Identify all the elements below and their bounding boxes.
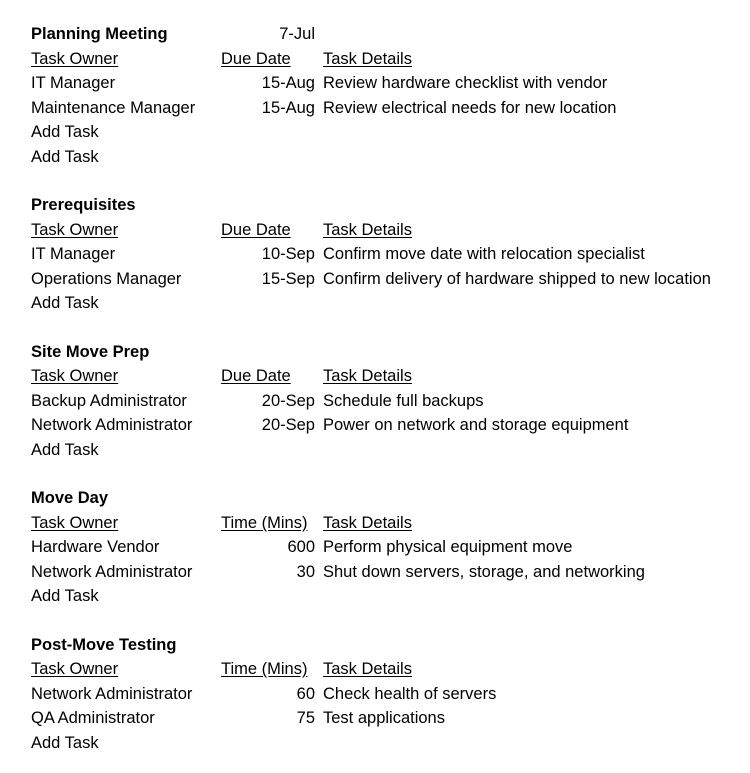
section-title: Move Day [31,489,109,507]
section-title-row [0,193,750,218]
task-owner-cell[interactable]: Network Administrator [31,684,193,703]
column-header-value: Time (Mins) [221,513,308,532]
task-owner-cell[interactable]: Network Administrator [31,562,193,581]
task-row[interactable] [0,96,750,121]
task-row[interactable] [0,413,750,438]
add-task-row[interactable] [0,120,750,145]
task-details-cell[interactable]: Check health of servers [323,684,497,703]
task-row[interactable] [0,267,750,292]
column-header-task-details: Task Details [323,49,412,68]
add-task-row[interactable] [0,145,750,170]
column-header-owner-cell [31,218,221,243]
task-section [0,486,750,609]
column-header-value-cell [221,657,315,682]
task-value-cell[interactable]: 15-Aug [261,74,315,92]
task-row[interactable] [0,706,750,731]
task-section [0,193,750,316]
column-header-task-details: Task Details [323,220,412,239]
add-task-label[interactable]: Add Task [31,587,99,605]
task-details-cell[interactable]: Review hardware checklist with vendor [323,74,608,92]
column-header-value: Time (Mins) [221,660,308,678]
section-title-date: 7-Jul [279,25,315,43]
section-title-row [0,22,750,47]
column-header-value-cell [221,47,315,72]
section-title-row [0,340,750,365]
column-header-value: Due Date [221,367,291,385]
task-value-cell[interactable]: 20-Sep [261,391,315,410]
column-header-details-cell [323,364,750,389]
task-value-cell[interactable]: 15-Aug [261,98,315,117]
task-owner-cell[interactable]: Operations Manager [31,269,182,288]
section-title-row [0,633,750,658]
add-task-label[interactable]: Add Task [31,733,99,752]
column-header-owner-cell [31,47,221,72]
task-owner-cell[interactable]: Backup Administrator [31,391,187,410]
column-header-details-cell [323,218,750,243]
column-header-row [0,47,750,72]
task-value-cell[interactable]: 20-Sep [261,416,315,434]
column-header-value-cell [221,511,315,536]
column-header-owner-cell [31,657,221,682]
task-row[interactable] [0,242,750,267]
task-details-cell[interactable]: Test applications [323,709,445,727]
task-details-cell[interactable]: Schedule full backups [323,391,484,410]
column-header-task-owner: Task Owner [31,513,119,532]
task-owner-cell[interactable]: IT Manager [31,74,116,92]
task-owner-cell[interactable]: Hardware Vendor [31,538,160,556]
column-header-task-details: Task Details [323,367,412,385]
task-details-cell[interactable]: Perform physical equipment move [323,538,573,556]
column-header-value: Due Date [221,49,291,68]
add-task-label[interactable]: Add Task [31,123,99,141]
column-header-task-owner: Task Owner [31,660,119,678]
task-details-cell[interactable]: Confirm move date with relocation specialist [323,245,645,263]
task-section [0,633,750,756]
task-section [0,22,750,169]
task-value-cell[interactable]: 30 [296,562,315,581]
column-header-task-owner: Task Owner [31,220,119,239]
task-owner-cell[interactable]: Network Administrator [31,416,193,434]
column-header-task-details: Task Details [323,513,412,532]
section-title-row [0,486,750,511]
add-task-row[interactable] [0,584,750,609]
task-row[interactable] [0,389,750,414]
section-title: Site Move Prep [31,342,150,361]
add-task-label[interactable]: Add Task [31,294,99,312]
task-row[interactable] [0,560,750,585]
column-header-row [0,364,750,389]
column-header-task-owner: Task Owner [31,367,119,385]
task-details-cell[interactable]: Shut down servers, storage, and networking [323,562,645,581]
add-task-row[interactable] [0,438,750,463]
add-task-label[interactable]: Add Task [31,147,99,166]
column-header-value-cell [221,364,315,389]
column-header-value: Due Date [221,220,291,239]
add-task-label[interactable]: Add Task [31,440,99,459]
column-header-details-cell [323,511,750,536]
section-title: Prerequisites [31,196,136,214]
column-header-row [0,511,750,536]
column-header-value-cell [221,218,315,243]
task-row[interactable] [0,682,750,707]
task-value-cell[interactable]: 600 [287,538,315,556]
task-owner-cell[interactable]: QA Administrator [31,709,155,727]
task-value-cell[interactable]: 10-Sep [261,245,315,263]
task-value-cell[interactable]: 75 [296,709,315,727]
task-details-cell[interactable]: Confirm delivery of hardware shipped to new location [323,269,711,288]
add-task-row[interactable] [0,291,750,316]
column-header-owner-cell [31,364,221,389]
column-header-row [0,657,750,682]
task-row[interactable] [0,71,750,96]
task-section [0,340,750,463]
section-title: Post-Move Testing [31,635,177,654]
column-header-details-cell [323,47,750,72]
column-header-task-owner: Task Owner [31,49,119,68]
task-row[interactable] [0,535,750,560]
task-value-cell[interactable]: 60 [296,684,315,703]
task-owner-cell[interactable]: Maintenance Manager [31,98,196,117]
add-task-row[interactable] [0,731,750,756]
task-owner-cell[interactable]: IT Manager [31,245,116,263]
column-header-task-details: Task Details [323,660,412,678]
column-header-details-cell [323,657,750,682]
column-header-owner-cell [31,511,221,536]
task-value-cell[interactable]: 15-Sep [261,269,315,288]
section-title: Planning Meeting [31,25,168,43]
column-header-row [0,218,750,243]
task-details-cell[interactable]: Review electrical needs for new location [323,98,617,117]
task-details-cell[interactable]: Power on network and storage equipment [323,416,629,434]
